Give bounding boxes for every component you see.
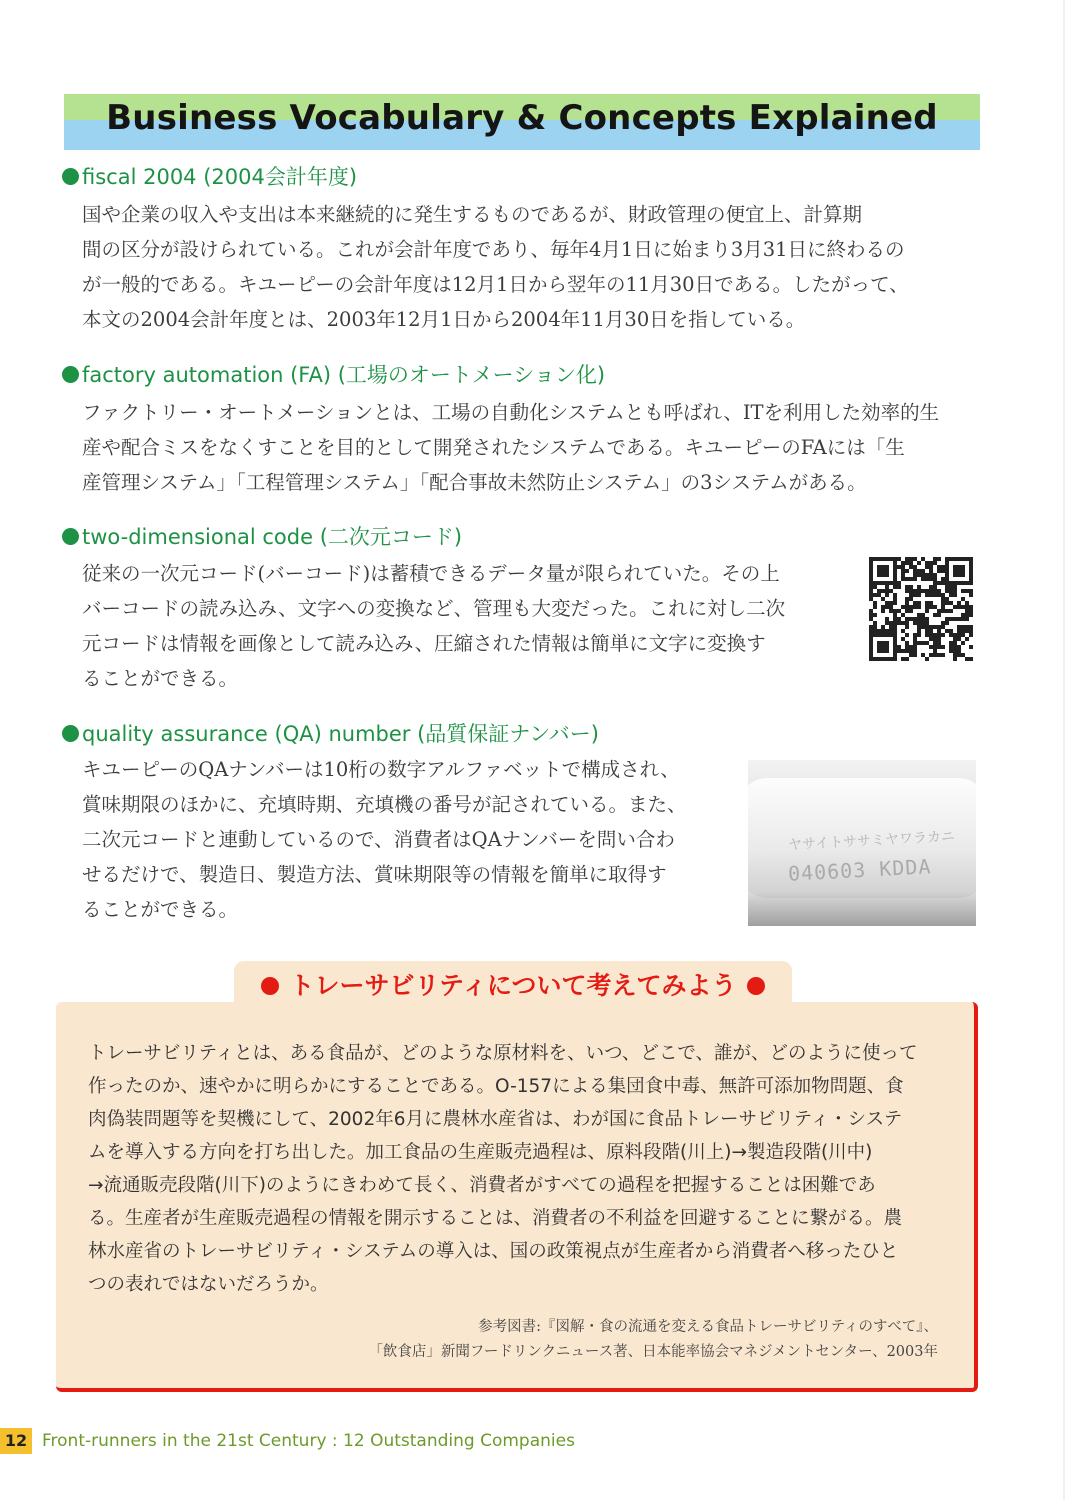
body-line: バーコードの読み込み、文字への変換など、管理も大変だった。これに対し二次: [82, 597, 786, 620]
term-quality-assurance: [62, 718, 599, 748]
qr-code-image: [869, 557, 973, 661]
photo-print-line-2: 040603 KDDA: [787, 854, 932, 886]
body-line: 二次元コードと連動しているので、消費者はQAナンバーを問い合わ: [82, 828, 675, 851]
body-line: 産や配合ミスをなくすことを目的として開発されたシステムである。キユーピーのFAには「生: [82, 436, 905, 459]
term-heading: factory automation (FA) (工場のオートメーション化): [82, 363, 606, 387]
page-number: 12: [0, 1428, 32, 1454]
box-line: 林水産省のトレーサビリティ・システムの導入は、国の政策視点が生産者から消費者へ移ったひと: [88, 1241, 899, 1262]
body-line: が一般的である。キユーピーの会計年度は12月1日から翌年の11月30日である。したがって、: [82, 273, 909, 296]
traceability-box-tab: [234, 961, 792, 1005]
body-line: 産管理システム」「工程管理システム」「配合事故未然防止システム」の3システムがある。: [82, 471, 867, 494]
bullet-icon: [62, 168, 79, 185]
red-dot-icon: [747, 977, 765, 995]
term-two-dimensional-code: [62, 521, 462, 551]
footer-text: Front-runners in the 21st Century : 12 Outstanding Companies: [42, 1431, 575, 1451]
photo-shadow: [748, 892, 976, 926]
term-factory-automation-body: [82, 395, 939, 500]
term-fiscal-2004: [62, 161, 357, 191]
body-line: ファクトリー・オートメーションとは、工場の自動化システムとも呼ばれ、ITを利用した効率的生: [82, 401, 940, 424]
reference-line-1: 参考図書:『図解・食の流通を変える食品トレーサビリティのすべて』、: [478, 1319, 938, 1335]
body-line: 間の区分が設けられている。これが会計年度であり、毎年4月1日に始まり3月31日に終わるの: [82, 238, 905, 261]
banner-title: Business Vocabulary & Concepts Explained: [106, 98, 938, 138]
term-fiscal-2004-body: [82, 197, 909, 337]
term-two-dimensional-code-body: [82, 556, 785, 696]
term-factory-automation: [62, 359, 605, 389]
box-line: 作ったのか、速やかに明らかにすることである。O-157による集団食中毒、無許可添加物問題、食: [88, 1076, 904, 1097]
box-line: ムを導入する方向を打ち出した。加工食品の生産販売過程は、原料段階(川上)→製造段階(川中): [88, 1142, 873, 1163]
bullet-icon: [62, 528, 79, 545]
box-line: つの表れではないだろうか。: [88, 1274, 329, 1295]
body-line: キユーピーのQAナンバーは10桁の数字アルファベットで構成され、: [82, 758, 680, 781]
red-dot-icon: [261, 977, 279, 995]
box-line: →流通販売段階(川下)のようにきわめて長く、消費者がすべての過程を把握することは困難であ: [88, 1175, 876, 1196]
body-line: せるだけで、製造日、製造方法、賞味期限等の情報を簡単に取得す: [82, 863, 667, 886]
traceability-title-text: トレーサビリティについて考えてみよう: [289, 971, 737, 1000]
reference-line-2: 「飲食店」新聞フードリンクニュース著、日本能率協会マネジメントセンター、2003年: [368, 1344, 938, 1360]
bullet-icon: [62, 366, 79, 383]
traceability-body: [88, 1037, 918, 1301]
term-heading: quality assurance (QA) number (品質保証ナンバー): [82, 722, 599, 746]
page-edge: [1063, 0, 1065, 1500]
box-line: トレーサビリティとは、ある食品が、どのような原材料を、いつ、どこで、誰が、どのように使って: [88, 1043, 918, 1064]
section-banner: [64, 94, 980, 152]
body-line: 国や企業の収入や支出は本来継続的に発生するものであるが、財政管理の便宜上、計算期: [82, 203, 863, 226]
box-line: る。生産者が生産販売過程の情報を開示することは、消費者の不利益を回避することに繋がる。農: [88, 1208, 903, 1229]
body-line: 本文の2004会計年度とは、2003年12月1日から2004年11月30日を指している。: [82, 308, 806, 331]
body-line: 元コードは情報を画像として読み込み、圧縮された情報は簡単に文字に変換す: [82, 632, 766, 655]
traceability-title: [251, 971, 774, 1000]
body-line: 従来の一次元コード(バーコード)は蓄積できるデータ量が限られていた。その上: [82, 562, 780, 585]
body-line: ることができる。: [82, 898, 239, 921]
body-line: ることができる。: [82, 667, 239, 690]
term-heading: fiscal 2004 (2004会計年度): [82, 165, 358, 189]
qa-number-photo: [748, 760, 976, 926]
body-line: 賞味期限のほかに、充填時期、充填機の番号が記されている。また、: [82, 793, 687, 816]
term-heading: two-dimensional code (二次元コード): [82, 525, 463, 549]
bullet-icon: [62, 725, 79, 742]
term-quality-assurance-body: [82, 752, 687, 927]
photo-print-line-1: ヤサイトササミヤワラカニ: [787, 828, 956, 854]
box-line: 肉偽装問題等を契機にして、2002年6月に農林水産省は、わが国に食品トレーサビリティ・システ: [88, 1109, 903, 1130]
